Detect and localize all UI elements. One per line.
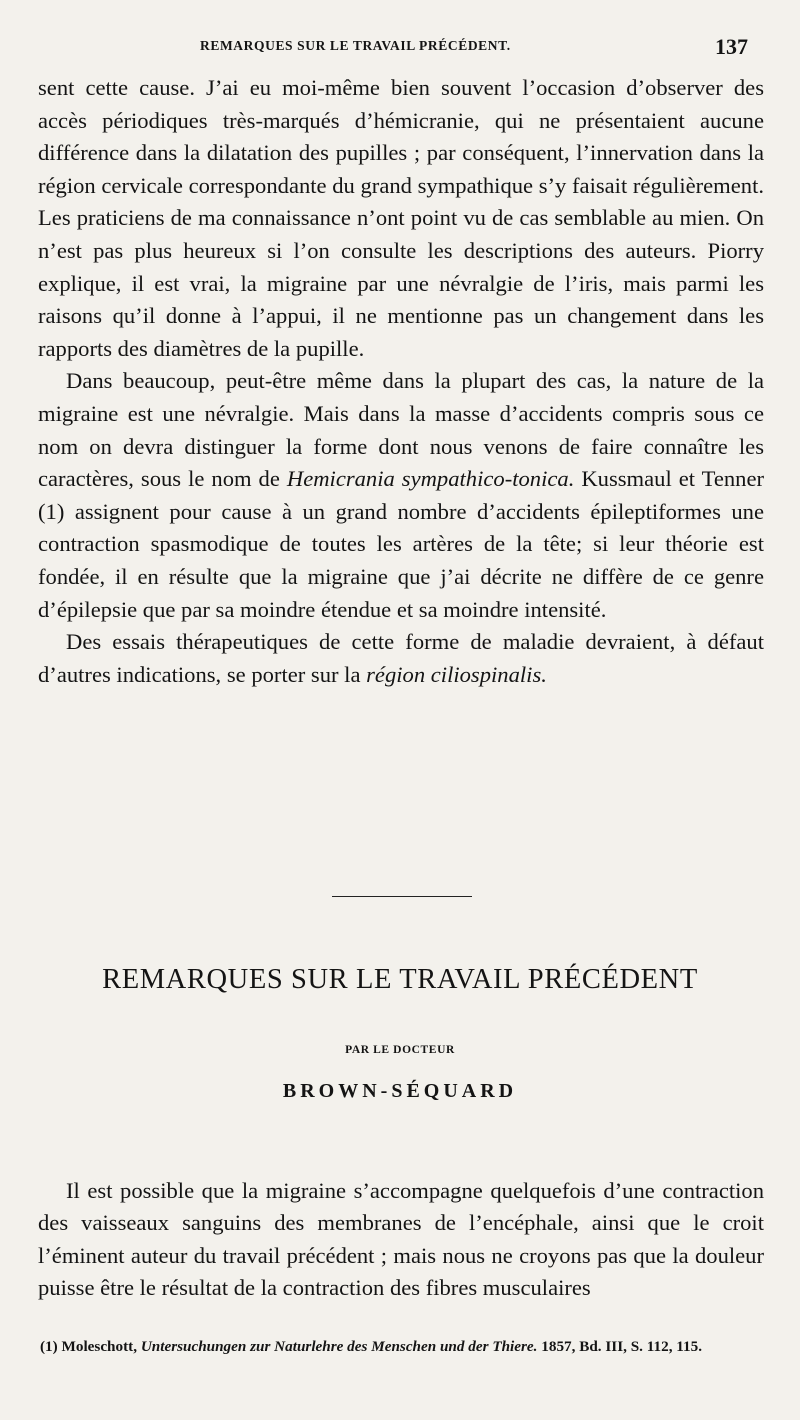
footnote-title: Untersuchungen zur Naturlehre des Menschen und der Thiere. — [140, 1338, 538, 1355]
footnote-citation: 1857, Bd. III, S. 112, 115. — [541, 1338, 703, 1355]
byline: PAR LE DOCTEUR — [345, 1044, 455, 1056]
section-text — [38, 1152, 764, 1328]
main-text — [38, 72, 764, 691]
page-number: 137 — [715, 34, 748, 59]
footnote — [40, 1336, 764, 1358]
running-header — [40, 34, 760, 58]
section-title: REMARQUES SUR LE TRAVAIL PRÉCÉDENT — [102, 964, 698, 995]
footnote-author: Moleschott, — [61, 1338, 138, 1355]
paragraph-continuation: sent cette cause. J’ai eu moi-même bien souvent l’occasion d’observer des accès périodiques très-marqués d’hémicranie, qui ne présentaient aucune différence dans la dilatation des pupilles ; par conséquent, l’innervation dans la région cervicale correspondante du grand sympathique s’y faisait régulièrement. Les praticiens de ma connaissance n’ont point vu de cas semblable au mien. On n’est pas plus heureux si l’on consulte les descriptions des auteurs. Piorry explique, il est vrai, la migraine par une névralgie de l’iris, mais parmi les raisons qu’il donne à l’appui, il ne mentionne pas un changement dans les rapports des diamètres de la pupille. — [38, 75, 764, 361]
paragraph-text: Kussmaul et Tenner (1) assignent pour cause à un grand nombre d’accidents épileptiformes une contraction spasmodique de toutes les artères de la tête; si leur théorie est fondée, il en résulte que la migraine que j’ai décrite ne diffère de ce genre d’épilepsie que par sa moindre étendue et sa moindre intensité. — [38, 466, 765, 622]
italic-term: Hemicrania sympathico-tonica. — [286, 466, 575, 492]
author-name: BROWN-SÉQUARD — [282, 1080, 518, 1102]
paragraph-response: Il est possible que la migraine s’accompagne quelquefois d’une contraction des vaisseaux sanguins des membranes de l’encéphale, ainsi que le croit l’éminent auteur du travail précédent ; mais nous ne croyons pas que la douleur puisse être le résultat de la contraction des fibres musculaires — [38, 1177, 764, 1301]
paragraph-text: Des essais thérapeutiques de cette forme de maladie devraient, à défaut d’autres indications, se porter sur la — [38, 629, 764, 687]
running-title: REMARQUES SUR LE TRAVAIL PRÉCÉDENT. — [200, 38, 511, 53]
section-divider — [332, 896, 472, 897]
paragraph-therapeutic — [38, 626, 764, 691]
paragraph-text: Dans beaucoup, peut-être même dans la plupart des cas, la nature de la migraine est une névralgie. Mais dans la masse d’accidents compris sous ce nom on devra distinguer la forme dont nous venons de faire connaître les caractères, sous le nom de — [38, 368, 764, 492]
paragraph-migraine-nature — [38, 365, 764, 626]
italic-term: région ciliospinalis. — [366, 661, 547, 687]
footnote-number: (1) — [40, 1338, 58, 1355]
